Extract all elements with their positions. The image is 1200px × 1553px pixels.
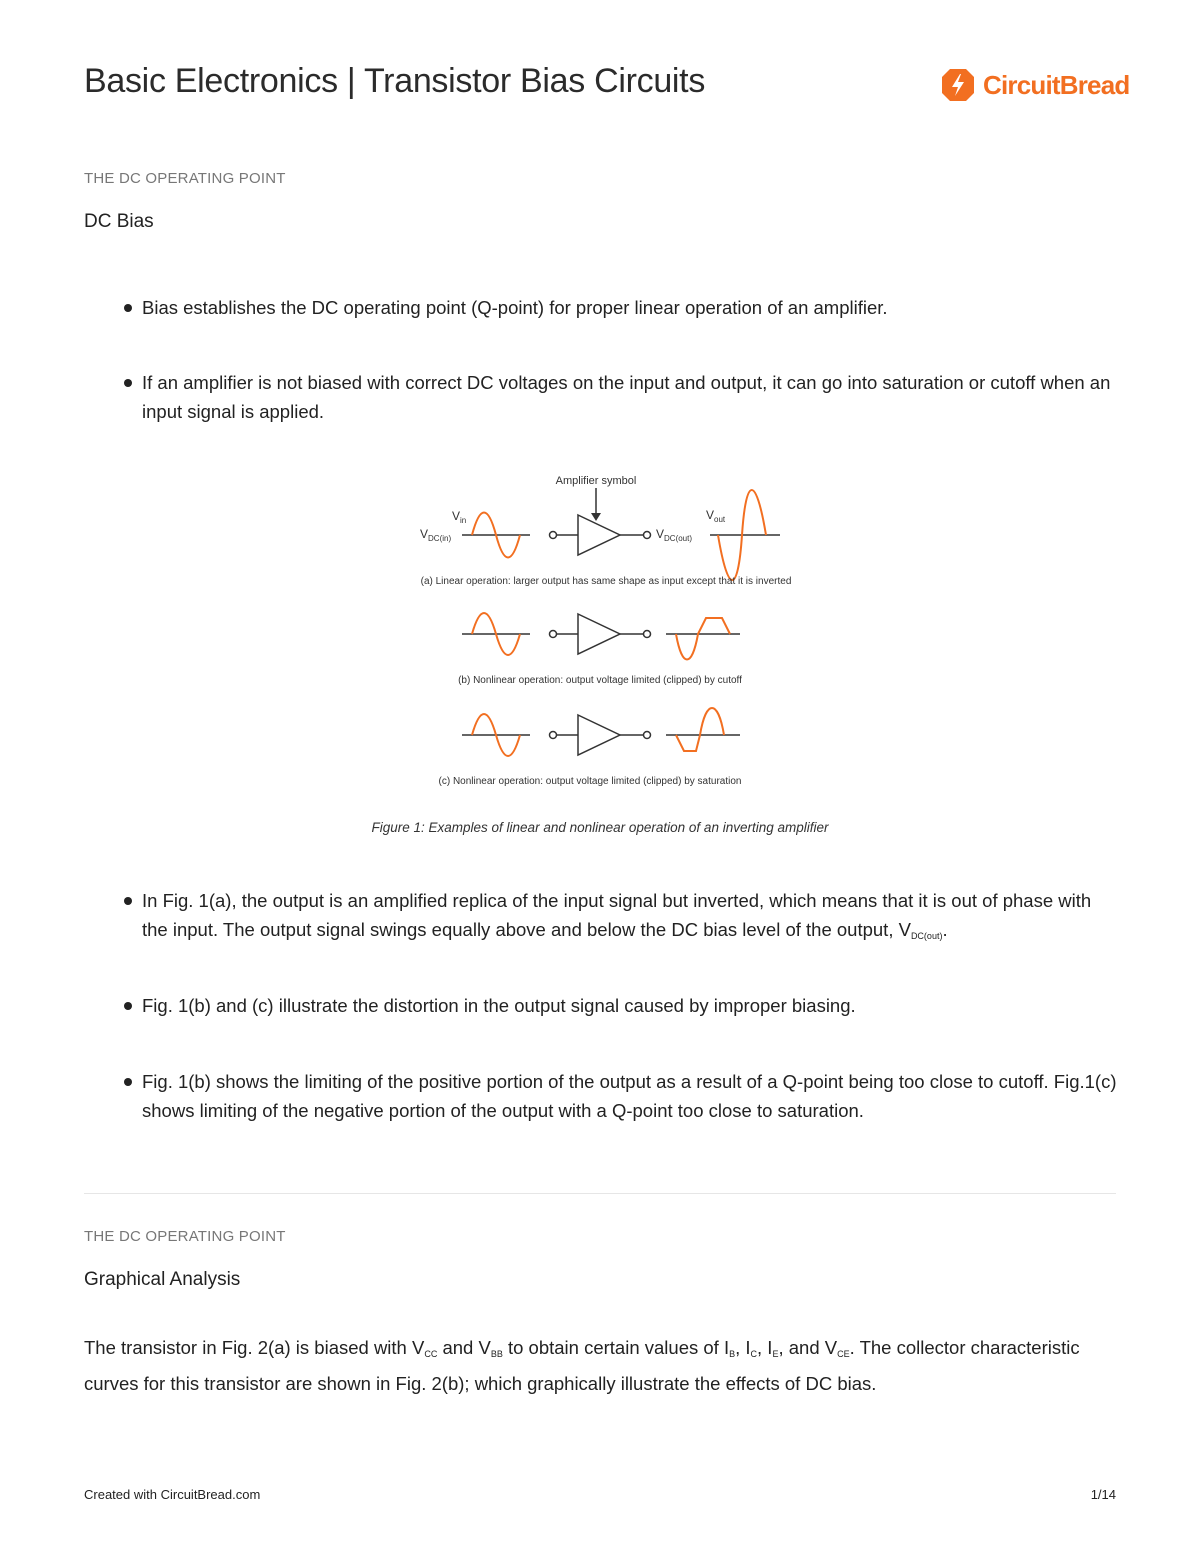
section-label: THE DC OPERATING POINT: [84, 170, 286, 187]
bullet-list: [120, 886, 1120, 951]
list-item: If an amplifier is not biased with correct DC voltages on the input and output, it can go into saturation or cutoff when an input signal is applied.: [120, 368, 1120, 426]
vdc-out-label: $V_{DC(out)}$: [656, 527, 693, 543]
bullet-list: [120, 1067, 1120, 1125]
figure-1: [400, 468, 820, 798]
list-item: Fig. 1(b) and (c) illustrate the distortion in the output signal caused by improper biasing.: [120, 991, 1120, 1020]
footer-credit[interactable]: Created with CircuitBread.com: [84, 1487, 261, 1502]
list-item: Bias establishes the DC operating point (Q-point) for proper linear operation of an amplifier.: [120, 293, 1120, 322]
amplifier-symbol-label: Amplifier symbol: [555, 475, 637, 487]
amplifier-symbol-label-group: [556, 475, 637, 521]
row-b: [458, 613, 742, 686]
page-title: Basic Electronics | Transistor Bias Circuits: [84, 62, 706, 100]
caption-a: (a) Linear operation: larger output has same shape as input except that it is inverted: [420, 576, 792, 587]
section-divider: [84, 1193, 1116, 1194]
logo[interactable]: [941, 66, 1129, 104]
list-item: In Fig. 1(a), the output is an amplified replica of the input signal but inverted, which means that it is out of phase with the input. The output signal swings equally above and below the DC bias level of the output, $V_{DC(out)}$.: [120, 886, 1120, 951]
caption-b: (b) Nonlinear operation: output voltage limited (clipped) by cutoff: [458, 675, 742, 686]
bullet-list: [120, 368, 1120, 426]
section-label: THE DC OPERATING POINT: [84, 1228, 286, 1245]
figure-caption: Figure 1: Examples of linear and nonlinear operation of an inverting amplifier: [371, 820, 829, 835]
vout-label: $V_{out}$: [706, 508, 726, 524]
lightning-bolt-icon: [941, 68, 975, 102]
logo-text: CircuitBread: [983, 69, 1130, 100]
body-paragraph: The transistor in Fig. 2(a) is biased with $V_{CC}$ and $V_{BB}$ to obtain certain values of $I_B$, $I_C$, $I_E$, and $V_{CE}$. The collector characteristic curves for this transistor are shown in Fig. 2(b); which graphically illustrate the effects of DC bias.: [84, 1337, 1080, 1394]
row-a: [420, 490, 791, 587]
row-c: [439, 708, 742, 787]
vin-label: $V_{in}$: [452, 509, 467, 525]
bullet-list: [120, 293, 1120, 322]
vdc-in-label: $V_{DC(in)}$: [420, 527, 452, 543]
list-item: Fig. 1(b) shows the limiting of the positive portion of the output as a result of a Q-point being too close to cutoff. Fig.1(c) shows limiting of the negative portion of the output with a Q-point too close to saturation.: [120, 1067, 1120, 1125]
bullet-list: [120, 991, 1120, 1020]
section-heading: DC Bias: [84, 211, 154, 232]
caption-c: (c) Nonlinear operation: output voltage limited (clipped) by saturation: [438, 776, 742, 787]
page-number: 1/14: [1090, 1487, 1116, 1502]
section-heading: Graphical Analysis: [84, 1269, 241, 1290]
